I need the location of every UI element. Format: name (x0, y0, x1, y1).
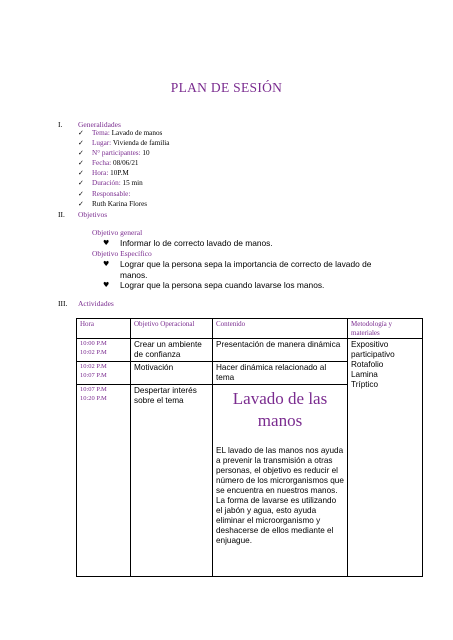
checkmark-icon: ✓ (78, 189, 84, 198)
column-header-metodologia: Metodología y materiales (348, 319, 423, 339)
list-item: ✓ N° participantes: 10 (78, 149, 150, 158)
objetivo-general-heading: Objetivo general (92, 228, 143, 237)
objective-cell: Motivación (131, 362, 213, 385)
column-header-objetivo: Objetivo Operacional (131, 319, 213, 339)
objetivo-especifico-heading: Objetivo Específico (92, 249, 152, 258)
checkmark-icon: ✓ (78, 149, 84, 158)
method-cell: Expositivo participativo Rotafolio Lamina Tríptico (348, 339, 423, 577)
objetivo-especifico-item: ♥ Lograr que la persona sepa cuando lavarse los manos. (103, 280, 325, 290)
list-item: ✓ Tema: Lavado de manos (78, 129, 163, 137)
heart-bullet-icon: ♥ (103, 281, 110, 289)
column-header-contenido: Contenido (213, 319, 348, 339)
content-cell (213, 385, 348, 577)
generalidades-list (78, 128, 170, 209)
time-cell: 10:02 P.M 10:07 P.M (77, 362, 131, 385)
activities-table (76, 318, 423, 577)
checkmark-icon: ✓ (78, 199, 84, 208)
list-item: ✓ Lugar: Vivienda de familia (78, 139, 170, 148)
content-paragraph: La forma de lavarse es utilizando el jabón y agua, esto ayuda eliminar el microorganismo y deshacerse de ellos mediante el enjuague. (216, 496, 337, 545)
column-header-hora: Hora (77, 319, 131, 339)
heart-bullet-icon: ♥ (103, 239, 110, 247)
objetivo-especifico-item: ♥ Lograr que la persona sepa la importancia de correcto de lavado de manos. (103, 259, 372, 280)
objetivo-general-item: ♥ Informar lo de correcto lavado de manos. (103, 238, 273, 248)
content-title: Lavado de las manos (232, 389, 328, 430)
checkmark-icon: ✓ (78, 139, 84, 148)
page-title: PLAN DE SESIÓN (170, 80, 283, 95)
checkmark-icon: ✓ (78, 179, 84, 188)
time-cell: 10:00 P.M 10:02 P.M (77, 339, 131, 362)
list-item: ✓ Ruth Karina Flores (78, 199, 148, 208)
section-heading-objetivos: Objetivos (78, 210, 108, 219)
checkmark-icon: ✓ (78, 169, 84, 178)
content-paragraph: EL lavado de las manos nos ayuda a prevenir la transmisión a otras personas, el objetivo es reducir el número de los microrganismos que se encuentra en nuestros manos. (216, 446, 344, 495)
list-item: ✓ Responsable: (78, 189, 131, 198)
content-cell: Presentación de manera dinámica (213, 339, 348, 362)
section-number-1: I. (58, 120, 63, 129)
table-row (77, 339, 423, 362)
table-header-row (77, 319, 423, 339)
section-heading-generalidades: Generalidades (78, 120, 121, 129)
content-cell: Hacer dinámica relacionado al tema (213, 362, 348, 385)
section-number-2: II. (58, 210, 65, 219)
objective-cell: Crear un ambiente de confianza (131, 339, 213, 362)
checkmark-icon: ✓ (78, 159, 84, 168)
section-number-3: III. (58, 299, 68, 308)
list-item: ✓ Duración: 15 min (78, 179, 143, 188)
time-cell: 10:07 P.M 10:20 P.M (77, 385, 131, 577)
list-item: ✓ Hora: 10P.M (78, 169, 129, 178)
heart-bullet-icon: ♥ (103, 260, 110, 268)
section-heading-actividades: Actividades (78, 299, 114, 308)
checkmark-icon: ✓ (78, 129, 84, 137)
objective-cell: Despertar interés sobre el tema (131, 385, 213, 577)
list-item: ✓ Fecha: 08/06/21 (78, 159, 139, 168)
